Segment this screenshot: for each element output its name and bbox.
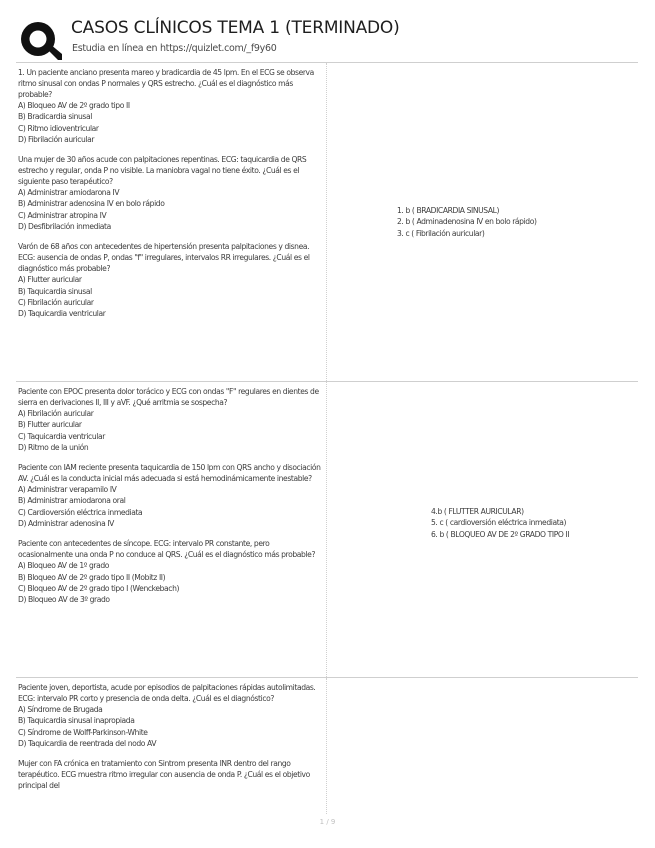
- option: B) Bradicardia sinusal: [18, 112, 92, 122]
- option: D) Fibrilación auricular: [18, 134, 95, 144]
- question-text: Paciente con antecedentes de síncope. ECG: intervalo PR constante, pero ocasionalmente una onda P no conduce al QRS. ¿Cuál es el diagnóstico más probable?: [18, 539, 316, 560]
- option: A) Administrar verapamilo IV: [18, 485, 117, 495]
- question-text: Paciente joven, deportista, acude por episodios de palpitaciones rápidas autolimitadas. ECG: intervalo PR corto y presencia de onda delta. ¿Cuál es el diagnóstico?: [18, 683, 316, 703]
- option: B) Administrar amiodarona oral: [18, 496, 126, 506]
- term-column: [16, 63, 327, 381]
- study-link-text: Estudia en línea en https://quizlet.com/_f9y60: [72, 43, 277, 54]
- card-row-3: [16, 677, 638, 814]
- question-block: [18, 154, 326, 232]
- page-title: CASOS CLÍNICOS TEMA 1 (TERMINADO): [71, 18, 400, 38]
- option: C) Fibrilación auricular: [18, 297, 94, 307]
- question-block: [18, 538, 326, 605]
- option: D) Administrar adenosina IV: [18, 519, 114, 529]
- answer: 1. b ( BRADICARDIA SINUSAL): [397, 206, 500, 215]
- option: C) Cardioversión eléctrica inmediata: [18, 507, 143, 517]
- option: B) Administrar adenosina IV en bolo rápido: [18, 199, 165, 209]
- definition-column: [327, 382, 638, 677]
- answer: 6. b ( BLOQUEO AV DE 2º GRADO TIPO II: [431, 529, 570, 539]
- answer: 3. c ( Fibrilación auricular): [397, 228, 485, 238]
- header: [16, 14, 636, 62]
- option: A) Bloqueo AV de 1º grado: [18, 561, 110, 571]
- option: D) Taquicardia ventricular: [18, 309, 106, 319]
- term-column: [16, 382, 327, 677]
- question-block: [18, 462, 326, 529]
- question-text: Paciente con IAM reciente presenta taquicardia de 150 lpm con QRS ancho y disociación AV. ¿Cuál es la conducta inicial más adecuada si está hemodinámicamente inestable?: [18, 463, 321, 484]
- term-column: [16, 678, 327, 814]
- option: B) Taquicardia sinusal: [18, 286, 92, 296]
- answer: 4.b ( FLUTTER AURICULAR): [431, 507, 524, 516]
- question-block: [18, 241, 326, 319]
- option: A) Administrar amiodarona IV: [18, 188, 120, 198]
- answer-list: [431, 506, 569, 540]
- option: B) Flutter auricular: [18, 420, 82, 430]
- question-text: Varón de 68 años con antecedentes de hipertensión presenta palpitaciones y disnea. ECG: ausencia de ondas P, ondas "f" irregulares, intervalos RR irregulares. ¿Cuál es el diagnóstico más probable?: [18, 242, 310, 274]
- quizlet-logo-icon: [18, 18, 62, 62]
- card-row-1: [16, 62, 638, 381]
- option: A) Bloqueo AV de 2º grado tipo II: [18, 101, 130, 110]
- option: D) Desfibrilación inmediata: [18, 222, 111, 232]
- option: B) Bloqueo AV de 2º grado tipo II (Mobitz II): [18, 572, 166, 582]
- option: B) Taquicardia sinusal inapropiada: [18, 716, 135, 726]
- page-number: 1 / 9: [319, 818, 336, 826]
- option: A) Flutter auricular: [18, 275, 82, 285]
- question-block: [18, 758, 326, 791]
- option: C) Administrar atropina IV: [18, 210, 107, 220]
- question-text: 1. Un paciente anciano presenta mareo y bradicardia de 45 lpm. En el ECG se observa ritmo sinusal con ondas P normales y QRS estrecho. ¿Cuál es el diagnóstico más probable?: [18, 68, 314, 99]
- question-block: [18, 386, 326, 453]
- option: D) Taquicardia de reentrada del nodo AV: [18, 738, 157, 748]
- answer: 5. c ( cardioversión eléctrica inmediata): [431, 518, 567, 528]
- question-text: Paciente con EPOC presenta dolor torácico y ECG con ondas "F" regulares en dientes de sierra en derivaciones II, III y aVF. ¿Qué arritmia se sospecha?: [18, 387, 319, 407]
- option: D) Ritmo de la unión: [18, 442, 89, 452]
- option: A) Síndrome de Brugada: [18, 705, 103, 714]
- question-block: [18, 67, 326, 145]
- question-text: Mujer con FA crónica en tratamiento con Sintrom presenta INR dentro del rango terapéutico. ECG muestra ritmo irregular con ausencia de onda P. ¿Cuál es el objetivo principal del: [18, 759, 310, 791]
- answer-list: [397, 205, 537, 239]
- card-row-2: [16, 381, 638, 677]
- answer: 2. b ( Adminadenosina IV en bolo rápido): [397, 217, 537, 227]
- option: D) Bloqueo AV de 3º grado: [18, 595, 110, 605]
- question-text: Una mujer de 30 años acude con palpitaciones repentinas. ECG: taquicardia de QRS estrecho y regular, onda P no visible. La maniobra vagal no tiene éxito. ¿Cuál es el siguiente paso terapéutico?: [18, 155, 307, 187]
- definition-column: [327, 678, 638, 814]
- definition-column: [327, 63, 638, 381]
- option: C) Síndrome de Wolff-Parkinson-White: [18, 727, 148, 737]
- flashcard-sheet: [16, 62, 638, 814]
- option: A) Fibrilación auricular: [18, 409, 94, 418]
- question-block: [18, 682, 326, 749]
- option: C) Ritmo idioventricular: [18, 123, 99, 133]
- option: C) Taquicardia ventricular: [18, 431, 105, 441]
- option: C) Bloqueo AV de 2º grado tipo I (Wenckebach): [18, 583, 180, 593]
